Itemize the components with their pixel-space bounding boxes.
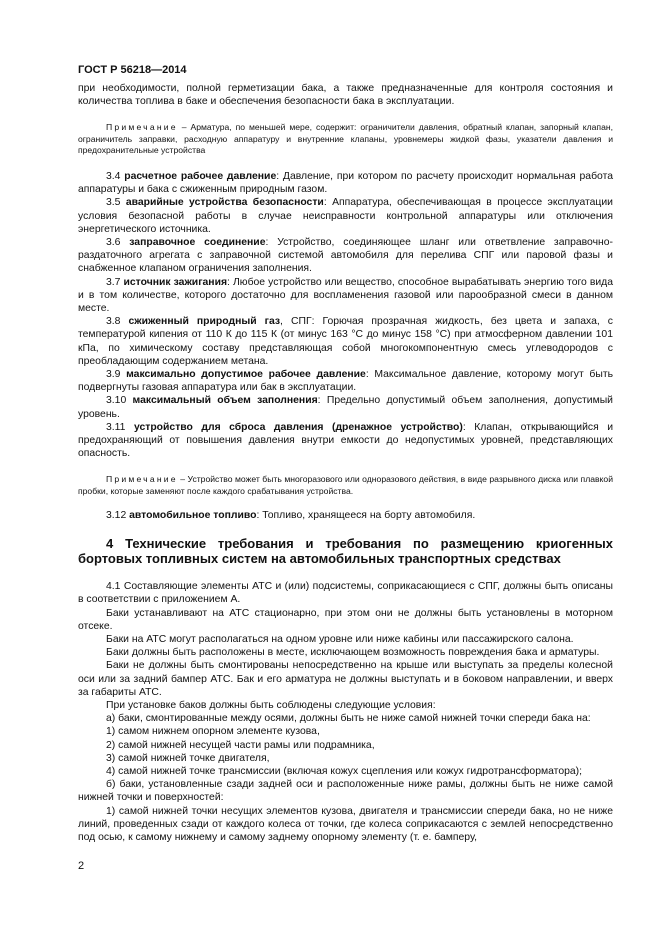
definition-3-6: 3.6 заправочное соединение: Устройство, соединяющее шланг или ответвление заправочно-раздаточного агрегата с заправочной системой автомобиля для перелива СПГ или паровой фазы и снабженное клапаном ограничения заполнения. <box>78 237 614 275</box>
paragraph: 4.1 Составляющие элементы АТС и (или) подсистемы, соприкасающиеся с СПГ, должны быть описаны в соответствии с приложением А. <box>78 581 613 606</box>
note-text: – Устройство может быть многоразового или одноразового действия, в виде разрывного диска или плавкой пробки, которые заменяют после каждого срабатывания устройства. <box>78 474 613 496</box>
term: аварийные устройства безопасности <box>125 197 324 209</box>
note-label: Примечание <box>106 122 178 133</box>
definition-3-4: 3.4 расчетное рабочее давление: Давление, при котором по расчету происходит нормальная работа аппаратуры и бака с сжиженным природным газом. <box>78 171 613 196</box>
definition-3-12: 3.12 автомобильное топливо: Топливо, хранящееся на борту автомобиля. <box>106 509 476 521</box>
list-item: 1) самой нижней точки несущих элементов кузова, двигателя и трансмиссии спереди бака, но не ниже линий, проведенных сзади от каждого колеса от точки, где колеса соприкасаются с землей непосредственно под осью, к самому нижнему и самому заднему опорному элементу (т. е. бамперу, <box>78 805 613 843</box>
term: сжиженный природный газ <box>128 316 281 328</box>
definition-3-10: 3.10 максимальный объем заполнения: Предельно допустимый объем заполнения, допустимый уровень. <box>78 395 613 420</box>
intro-paragraph: при необходимости, полной герметизации бака, а также предназначенные для контроля состояния и количества топлива в баке и обеспечения безопасности бака в эксплуатации. <box>78 83 613 108</box>
note-1 <box>78 122 613 156</box>
paragraph: При установке баков должны быть соблюдены следующие условия: <box>106 699 436 711</box>
document-header: ГОСТ Р 56218—2014 <box>78 64 187 76</box>
list-item: 4) самой нижней точке трансмиссии (включая кожух сцепления или кожух гидротрансформатора); <box>106 765 582 777</box>
term: заправочное соединение <box>129 237 266 249</box>
definition-3-8: 3.8 сжиженный природный газ, СПГ: Горючая прозрачная жидкость, без цвета и запаха, с температурой кипения от 110 К до 115 К (от минус 163 °С до минус 158 °С) при атмосферном давлении 101 кПа, по химическому составу представляющая собой многокомпонентную смесь углеводородов с преобладающим содержанием метана. <box>78 316 613 367</box>
term: автомобильное топливо <box>129 509 257 521</box>
list-item: 1) самом нижнем опорном элементе кузова, <box>106 726 320 738</box>
term: максимально допустимое рабочее давление <box>126 369 366 381</box>
definition-3-7: 3.7 источник зажигания: Любое устройство или вещество, способное вырабатывать энергию того вида и в том количестве, которого достаточно для воспламенения газовой или парообразной смеси в данном месте. <box>78 276 614 315</box>
list-item: 2) самой нижней несущей части рамы или подрамника, <box>106 739 375 751</box>
note-label: Примечание <box>106 474 178 485</box>
paragraph: Баки должны быть расположены в месте, исключающем возможность повреждения бака и арматуры. <box>106 647 600 659</box>
paragraph: Баки на АТС могут располагаться на одном уровне или ниже кабины или пассажирского салона. <box>106 633 574 645</box>
term: устройство для сброса давления (дренажное устройство) <box>133 421 463 433</box>
document-body <box>78 82 613 844</box>
paragraph: Баки устанавливают на АТС стационарно, при этом они не должны быть установлены в моторном отсеке. <box>78 607 613 632</box>
term: максимальный объем заполнения <box>132 395 318 407</box>
term: источник зажигания <box>123 276 228 288</box>
list-item: 3) самой нижней точке двигателя, <box>106 752 270 764</box>
section-4-heading: 4 Технические требования и требования по размещению криогенных бортовых топливных систем на автомобильных транспортных средствах <box>78 536 613 567</box>
list-item: б) баки, установленные сзади задней оси и расположенные ниже рамы, должны быть не ниже самой нижней точки и поверхностей: <box>78 779 613 804</box>
definition-3-9: 3.9 максимально допустимое рабочее давление: Максимальное давление, которому могут быть подвергнуты газовая аппаратура или бак в эксплуатации. <box>78 369 613 394</box>
list-item: а) баки, смонтированные между осями, должны быть не ниже самой нижней точки спереди бака на: <box>106 713 591 725</box>
paragraph: Баки не должны быть смонтированы непосредственно на крыше или выступать за пределы колесной оси или за задний бампер АТС. Бак и его арматура не должны выступать и в боковом направлении, и вверх за габариты АТС. <box>78 660 613 698</box>
page-number: 2 <box>78 860 85 872</box>
definition-3-11: 3.11 устройство для сброса давления (дренажное устройство): Клапан, открывающийся и предохраняющий от повышения давления внутри емкости до недопустимых уровней, представляющих опасность. <box>78 421 614 460</box>
term: расчетное рабочее давление <box>124 171 277 183</box>
note-text: – Арматура, по меньшей мере, содержит: ограничители давления, обратный клапан, запорный клапан, ограничитель заправки, расходную аппаратуру и внутренние клапаны, уровнемеры жидкой фазы, указатели давления и предохранительные устройства <box>78 122 613 155</box>
note-2 <box>78 474 613 496</box>
definition-3-5: 3.5 аварийные устройства безопасности: Аппаратура, обеспечивающая в процессе эксплуатации условия безопасной работы в случае неисправности контрольной аппаратуры или отключения энергетического источника. <box>78 197 613 235</box>
